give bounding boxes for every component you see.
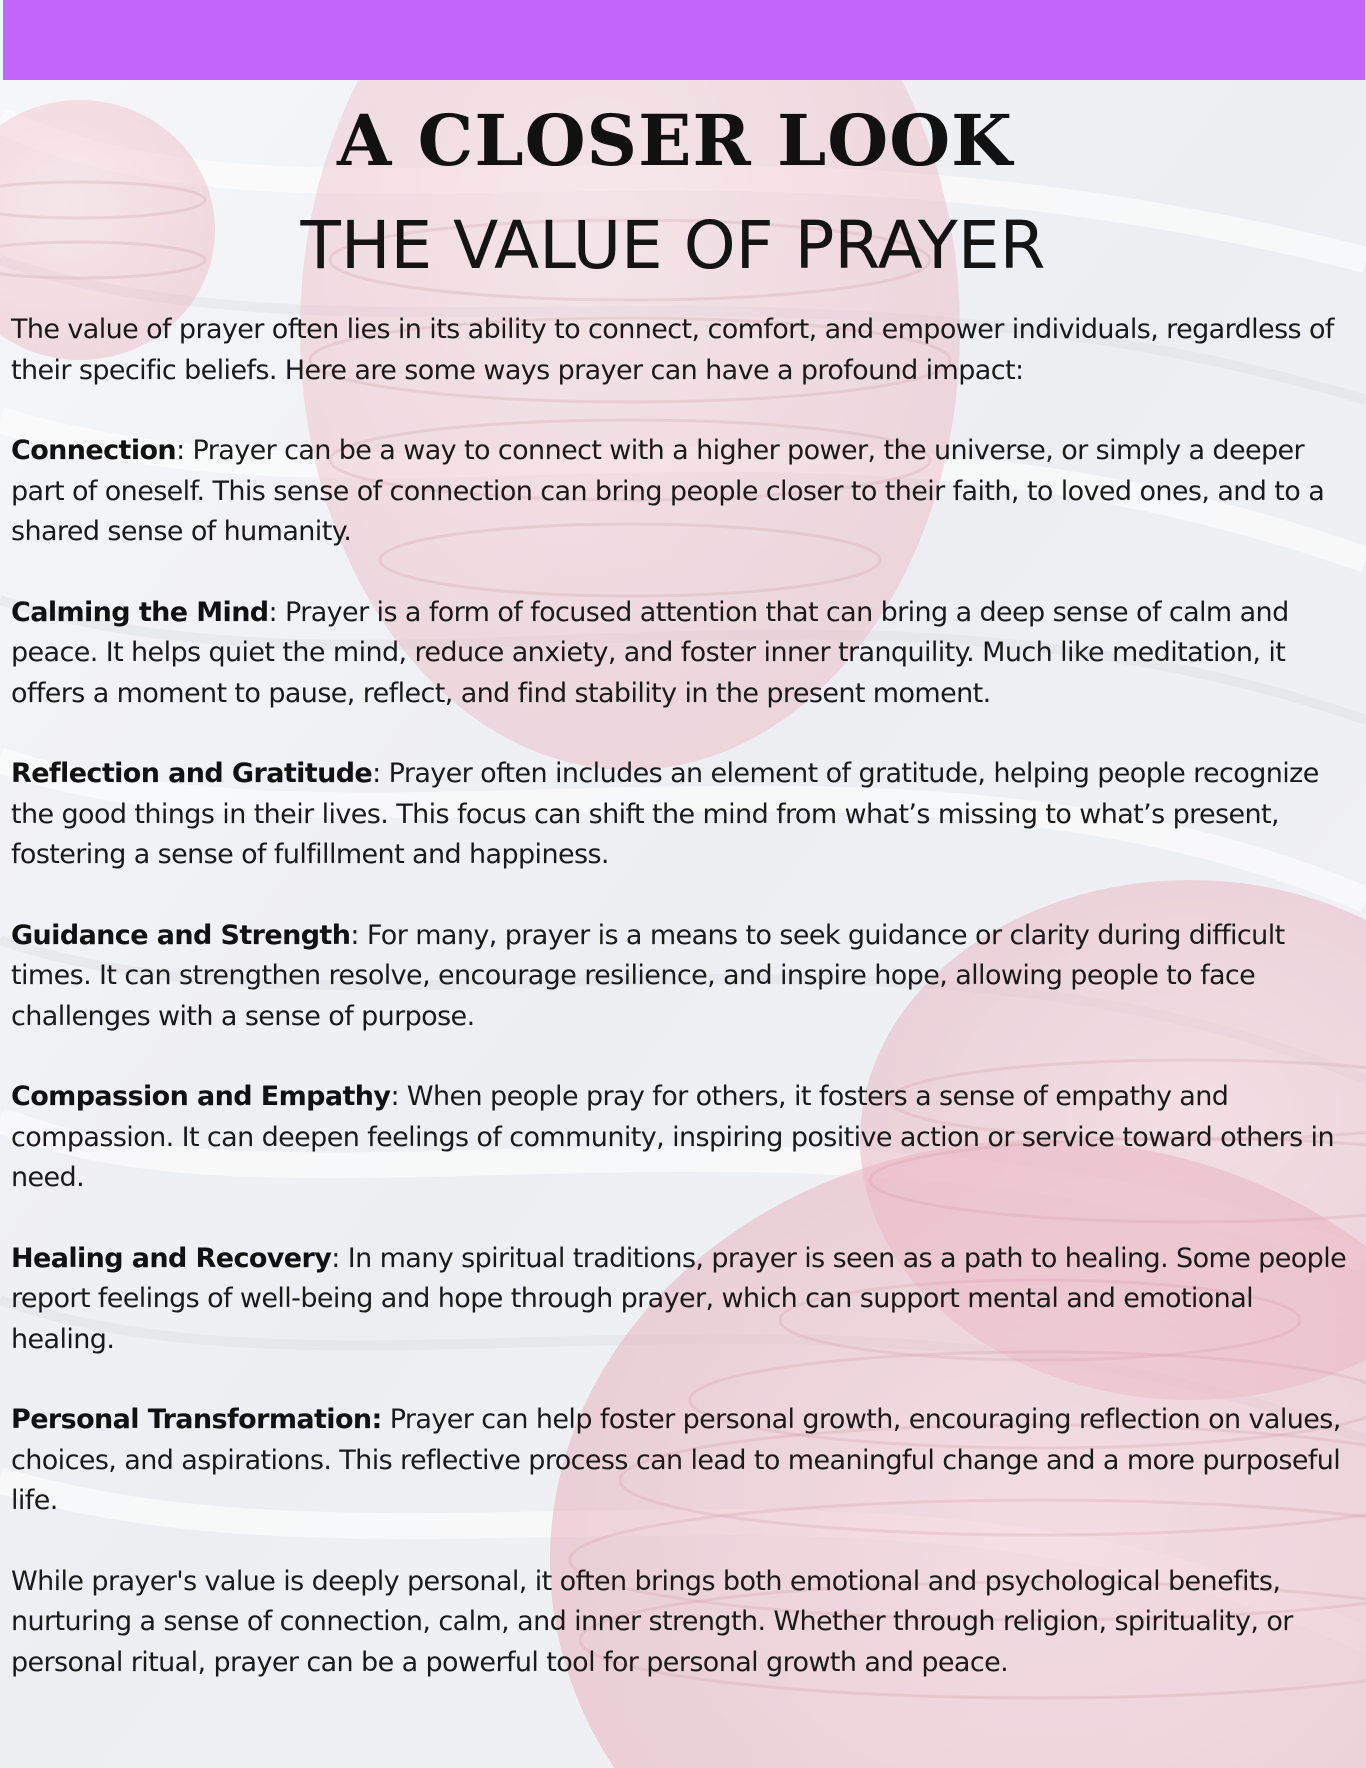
- section-separator: :: [350, 919, 359, 951]
- section-paragraph: [11, 431, 1356, 553]
- section-text: Prayer can help foster personal growth, encouraging reflection on values, choices, and aspirations. This reflective process can lead to meaningful change and a more purposeful life.: [11, 1404, 1341, 1516]
- section-paragraph: [11, 916, 1356, 1038]
- section-paragraph: [11, 1077, 1356, 1199]
- section-text: For many, prayer is a means to seek guidance or clarity during difficult times. It can strengthen resolve, encourage resilience, and inspire hope, allowing people to face challenges with a sense of purpose.: [11, 919, 1285, 1032]
- section-separator: :: [372, 758, 381, 789]
- top-banner-bar: [3, 0, 1365, 80]
- intro-paragraph: The value of prayer often lies in its ability to connect, comfort, and empower individuals, regardless of their specific beliefs. Here are some ways prayer can have a profound impact:: [11, 314, 1334, 386]
- section-title: Healing and Recovery: [11, 1242, 332, 1274]
- conclusion-paragraph: While prayer's value is deeply personal, it often brings both emotional and psychological benefits, nurturing a sense of connection, calm, and inner strength. Whether through religion, spirituality, or personal ritual, prayer can be a powerful tool for personal growth and peace.: [11, 1565, 1293, 1678]
- section-separator: :: [390, 1081, 399, 1112]
- section-text: Prayer often includes an element of gratitude, helping people recognize the good things in their lives. This focus can shift the mind from what’s missing to what’s present, fostering a sense of fulfillment and happiness.: [11, 758, 1319, 870]
- section-text: In many spiritual traditions, prayer is seen as a path to healing. Some people report feelings of well-being and hope through prayer, which can support mental and emotional healing.: [11, 1242, 1347, 1355]
- section-title: Guidance and Strength: [11, 919, 351, 951]
- section-title: Calming the Mind: [11, 596, 269, 628]
- section-text: When people pray for others, it fosters a sense of empathy and compassion. It can deepen feelings of community, inspiring positive action or service toward others in need.: [11, 1081, 1334, 1193]
- section-paragraph: [11, 1239, 1356, 1361]
- page-subtitle: THE VALUE OF PRAYER: [300, 207, 1046, 284]
- page-title: A CLOSER LOOK: [336, 99, 1014, 182]
- article-body: [0, 310, 1366, 1683]
- section-separator: :: [176, 435, 185, 466]
- section-separator: :: [268, 596, 278, 628]
- section-title: Reflection and Gratitude: [11, 758, 373, 789]
- section-text: Prayer is a form of focused attention that can bring a deep sense of calm and peace. It helps quiet the mind, reduce anxiety, and foster inner tranquility. Much like meditation, it offers a moment to pause, reflect, and find stability in the present moment.: [11, 596, 1289, 709]
- section-title: Compassion and Empathy: [11, 1081, 391, 1112]
- section-text: Prayer can be a way to connect with a higher power, the universe, or simply a deeper part of oneself. This sense of connection can bring people closer to their faith, to loved ones, and to a shared sense of humanity.: [11, 435, 1325, 547]
- section-title: Connection: [11, 435, 177, 466]
- section-separator: :: [331, 1242, 340, 1274]
- section-paragraph: [11, 1400, 1356, 1522]
- section-paragraph: [11, 593, 1356, 715]
- article-content: [0, 80, 1366, 1723]
- section-title: Personal Transformation:: [11, 1404, 382, 1435]
- section-paragraph: [11, 754, 1356, 876]
